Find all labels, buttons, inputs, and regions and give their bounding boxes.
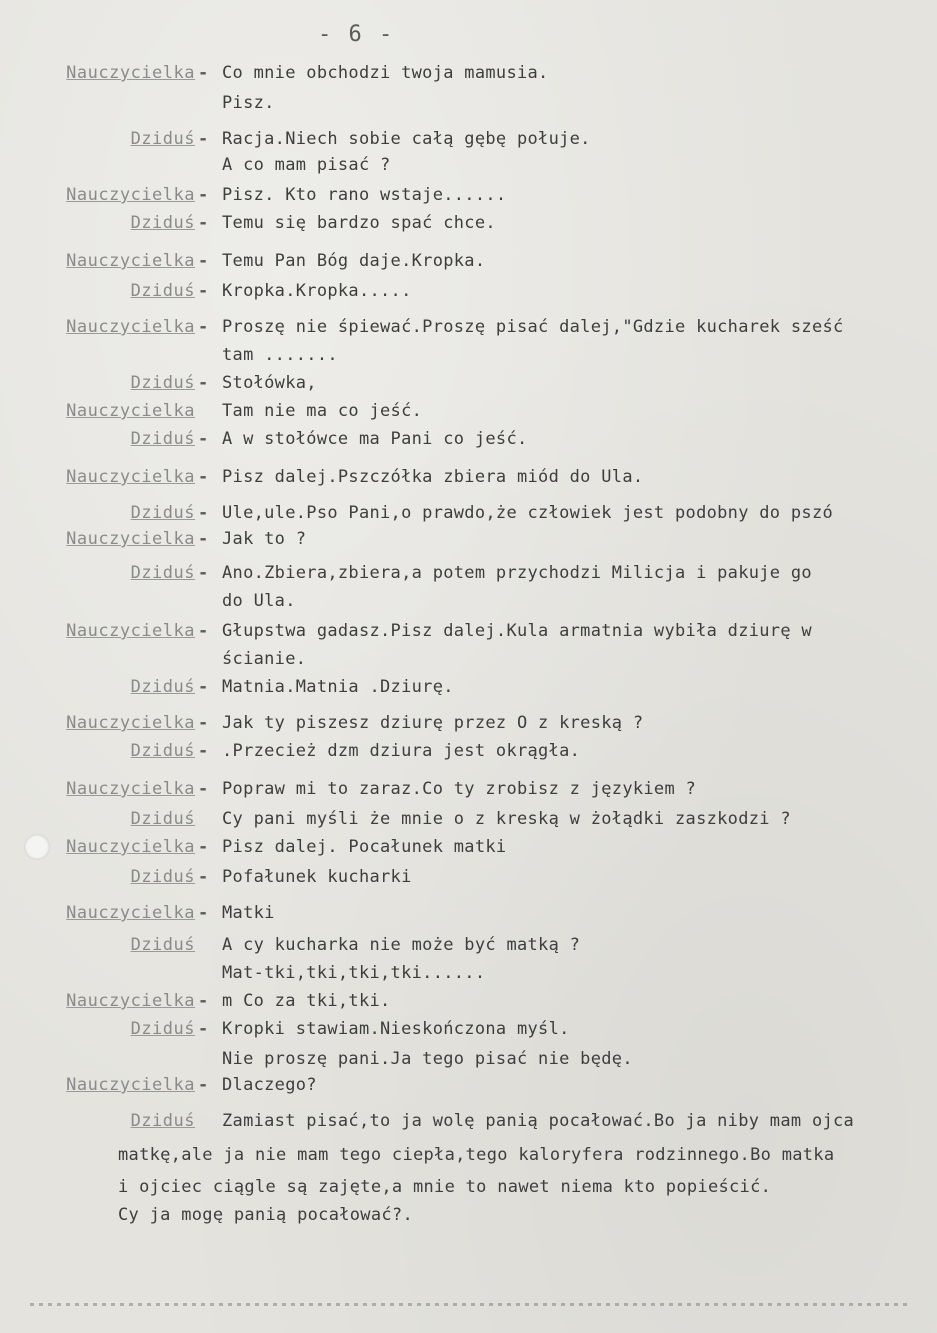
dialogue-line (0, 58, 937, 88)
speech-text: Popraw mi to zaraz.Co ty zrobisz z językiem ? (222, 779, 697, 799)
speaker-name: Dziduś (130, 741, 195, 761)
speaker-dash: - (198, 503, 209, 523)
speaker-dash: - (198, 903, 209, 923)
speaker-name: Dziduś (130, 935, 195, 955)
speaker-name: Nauczycielka (66, 401, 195, 421)
dialogue-line (0, 586, 937, 616)
speaker-name: Dziduś (130, 213, 195, 233)
speech-text: Pofałunek kucharki (222, 867, 412, 887)
dialogue-line (0, 1014, 937, 1044)
speaker-name: Nauczycielka (66, 837, 195, 857)
dialogue-line (0, 708, 937, 738)
speech-text: m Co za tki,tki. (222, 991, 391, 1011)
speech-text: Pisz dalej. Pocałunek matki (222, 837, 507, 857)
dialogue-line (0, 208, 937, 238)
speech-text: Jak to ? (222, 529, 307, 549)
dialogue-line (0, 736, 937, 766)
speaker-name: Dziduś (130, 1019, 195, 1039)
dialogue-line (0, 616, 937, 646)
speech-text: Temu się bardzo spać chce. (222, 213, 496, 233)
speaker-dash: - (198, 741, 209, 761)
speaker-dash: - (198, 251, 209, 271)
speech-text: Kropki stawiam.Nieskończona myśl. (222, 1019, 570, 1039)
speaker-dash: - (198, 991, 209, 1011)
speech-text: Pisz. Kto rano wstaje...... (222, 185, 507, 205)
speaker-name: Nauczycielka (66, 1075, 195, 1095)
dialogue-line (0, 340, 937, 370)
speaker-dash: - (198, 563, 209, 583)
punch-hole (24, 834, 50, 860)
bottom-edge-mark (30, 1303, 910, 1306)
speaker-name: Dziduś (130, 503, 195, 523)
speaker-dash: - (198, 63, 209, 83)
dialogue-line (0, 672, 937, 702)
speaker-dash: - (198, 529, 209, 549)
speaker-name: Nauczycielka (66, 621, 195, 641)
dialogue-line (0, 180, 937, 210)
speech-text: do Ula. (222, 591, 296, 611)
speaker-name: Nauczycielka (66, 317, 195, 337)
dialogue-line (0, 930, 937, 960)
speaker-name: Nauczycielka (66, 185, 195, 205)
speaker-dash: - (198, 677, 209, 697)
dialogue-line (0, 1070, 937, 1100)
speaker-name: Nauczycielka (66, 251, 195, 271)
dialogue-line (0, 276, 937, 306)
speaker-dash: - (198, 867, 209, 887)
speaker-dash: - (198, 129, 209, 149)
speech-text: Ano.Zbiera,zbiera,a potem przychodzi Milicja i pakuje go (222, 563, 812, 583)
speech-text: Tam nie ma co jeść. (222, 401, 423, 421)
dialogue-line (0, 246, 937, 276)
speaker-dash: - (198, 317, 209, 337)
speaker-dash: - (198, 373, 209, 393)
speech-text: Proszę nie śpiewać.Proszę pisać dalej,"Gdzie kucharek sześć (222, 317, 844, 337)
speaker-name: Nauczycielka (66, 63, 195, 83)
dialogue-line (0, 898, 937, 928)
speech-text: A co mam pisać ? (222, 155, 391, 175)
speaker-dash: - (198, 185, 209, 205)
speech-text: Matki (222, 903, 275, 923)
speech-text: tam ....... (222, 345, 338, 365)
speaker-name: Dziduś (130, 809, 195, 829)
speech-text: A w stołówce ma Pani co jeść. (222, 429, 528, 449)
speaker-dash: - (198, 281, 209, 301)
speaker-name: Dziduś (130, 677, 195, 697)
dialogue-line (0, 396, 937, 426)
speech-text: Matnia.Matnia .Dziurę. (222, 677, 454, 697)
speech-text: A cy kucharka nie może być matką ? (222, 935, 581, 955)
dialogue-line (0, 644, 937, 674)
speaker-name: Nauczycielka (66, 779, 195, 799)
dialogue-line (0, 804, 937, 834)
dialogue-line (0, 832, 937, 862)
speech-text: Pisz dalej.Pszczółka zbiera miód do Ula. (222, 467, 644, 487)
speaker-name: Nauczycielka (66, 467, 195, 487)
speech-text: .Przecież dzm dziura jest okrągła. (222, 741, 581, 761)
continuation-line: Cy ja mogę panią pocałować?. (118, 1205, 413, 1225)
speaker-name: Dziduś (130, 281, 195, 301)
speaker-name: Dziduś (130, 373, 195, 393)
speech-text: ścianie. (222, 649, 307, 669)
speaker-name: Dziduś (130, 1111, 195, 1131)
speech-text: Pisz. (222, 93, 275, 113)
speaker-name: Nauczycielka (66, 991, 195, 1011)
dialogue-line (0, 558, 937, 588)
speaker-name: Nauczycielka (66, 713, 195, 733)
speech-text: Ule,ule.Pso Pani,o prawdo,że człowiek jest podobny do pszó (222, 503, 834, 523)
speaker-dash: - (198, 1075, 209, 1095)
speech-text: Głupstwa gadasz.Pisz dalej.Kula armatnia wybiła dziurę w (222, 621, 812, 641)
speaker-dash: - (198, 713, 209, 733)
speaker-name: Nauczycielka (66, 529, 195, 549)
speaker-name: Dziduś (130, 563, 195, 583)
continuation-line: i ojciec ciągle są zajęte,a mnie to nawet niema kto popieścić. (118, 1177, 772, 1197)
dialogue-line (0, 88, 937, 118)
dialogue-line (0, 958, 937, 988)
dialogue-line (0, 150, 937, 180)
speaker-name: Nauczycielka (66, 903, 195, 923)
dialogue-line (0, 774, 937, 804)
continuation-line: matkę,ale ja nie mam tego ciepła,tego kaloryfera rodzinnego.Bo matka (118, 1145, 835, 1165)
speech-text: Cy pani myśli że mnie o z kreską w żołądki zaszkodzi ? (222, 809, 791, 829)
dialogue-line (0, 368, 937, 398)
speech-text: Racja.Niech sobie całą gębę połuje. (222, 129, 591, 149)
speaker-name: Dziduś (130, 129, 195, 149)
speech-text: Kropka.Kropka..... (222, 281, 412, 301)
speech-text: Co mnie obchodzi twoja mamusia. (222, 63, 549, 83)
speech-text: Mat-tki,tki,tki,tki...... (222, 963, 486, 983)
dialogue-line (0, 524, 937, 554)
speaker-dash: - (198, 621, 209, 641)
speech-text: Dlaczego? (222, 1075, 317, 1095)
speaker-dash: - (198, 429, 209, 449)
speaker-dash: - (198, 779, 209, 799)
speaker-dash: - (198, 467, 209, 487)
speech-text: Zamiast pisać,to ja wolę panią pocałować.Bo ja niby mam ojca (222, 1111, 855, 1131)
speech-text: Stołówka, (222, 373, 317, 393)
dialogue-line (0, 1106, 937, 1136)
speech-text: Nie proszę pani.Ja tego pisać nie będę. (222, 1049, 633, 1069)
page-number: - 6 - (318, 22, 395, 47)
speaker-dash: - (198, 213, 209, 233)
speaker-name: Dziduś (130, 867, 195, 887)
speech-text: Jak ty piszesz dziurę przez O z kreską ? (222, 713, 644, 733)
dialogue-line (0, 986, 937, 1016)
dialogue-line (0, 312, 937, 342)
speech-text: Temu Pan Bóg daje.Kropka. (222, 251, 486, 271)
speaker-dash: - (198, 837, 209, 857)
dialogue-line (0, 424, 937, 454)
dialogue-line (0, 462, 937, 492)
speaker-dash: - (198, 1019, 209, 1039)
dialogue-line (0, 862, 937, 892)
speaker-name: Dziduś (130, 429, 195, 449)
